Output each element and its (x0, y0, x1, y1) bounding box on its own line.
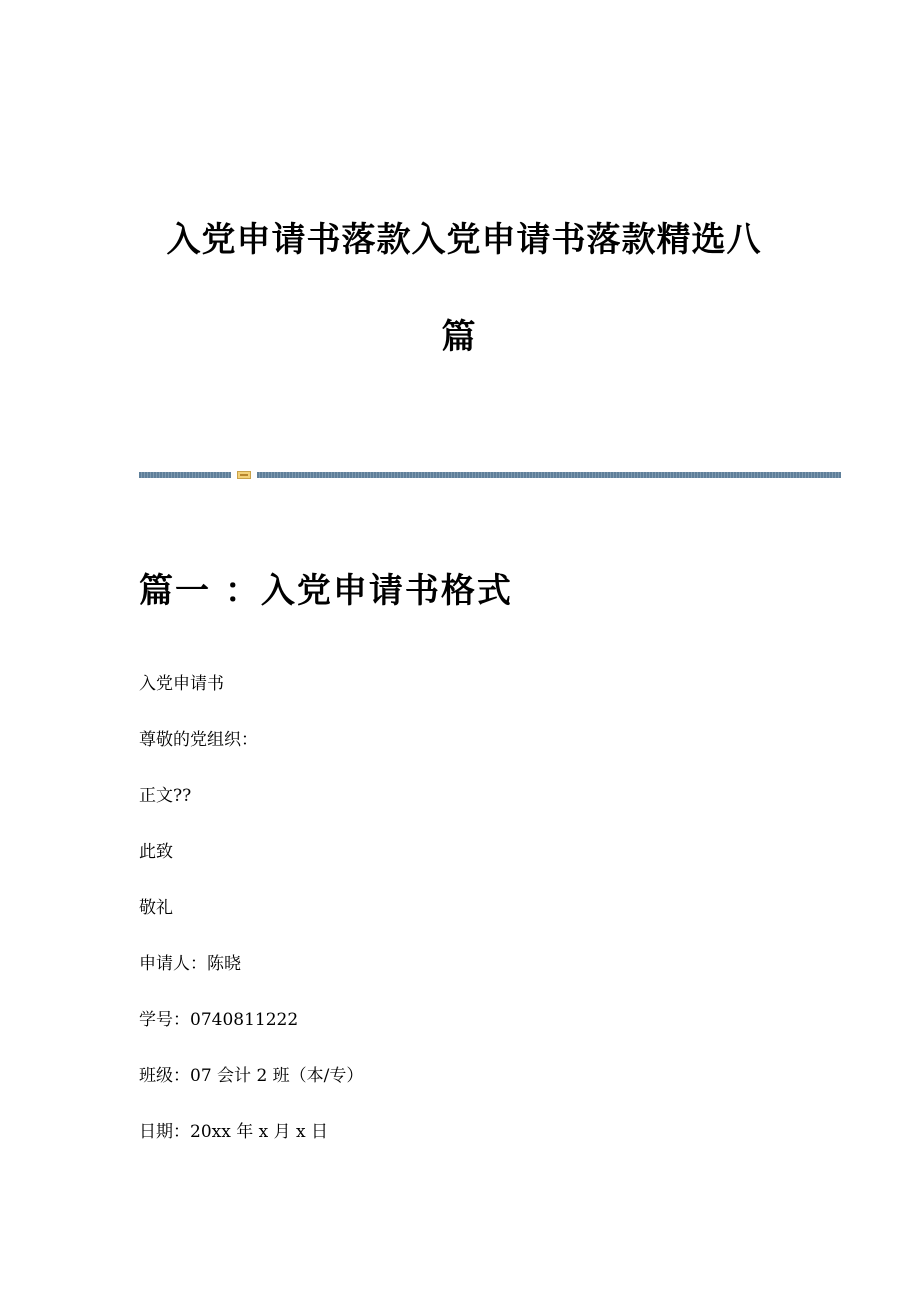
letter-line-applicant: 申请人：陈晓 (139, 954, 241, 974)
letter-line-body: 正文?? (139, 786, 192, 806)
letter-body (139, 672, 839, 1176)
letter-line-closing-2: 敬礼 (139, 898, 173, 918)
letter-line-title: 入党申请书 (139, 674, 224, 694)
decorative-divider (139, 471, 841, 479)
letter-line-class: 班级：07 会计 2 班（本/专） (139, 1066, 364, 1086)
letter-line-salutation: 尊敬的党组织： (139, 730, 258, 750)
section-heading: 篇一 ：入党申请书格式 (139, 571, 513, 611)
letter-line-closing-1: 此致 (139, 842, 173, 862)
document-title-line-2: 篇 (441, 317, 477, 357)
divider-ornament-icon (237, 471, 251, 479)
document-title-line-1: 入党申请书落款入党申请书落款精选八 (166, 220, 762, 260)
divider-bar-right (257, 472, 841, 478)
letter-line-date: 日期：20xx 年 x 月 x 日 (139, 1122, 329, 1142)
letter-line-student-id: 学号：0740811222 (139, 1010, 299, 1030)
divider-bar-left (139, 472, 231, 478)
